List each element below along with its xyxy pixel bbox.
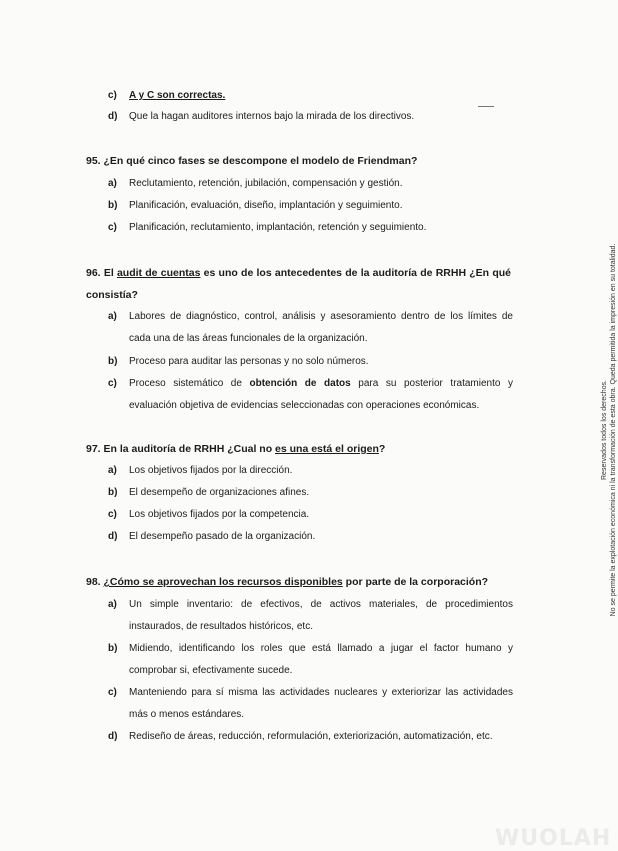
copyright-line-2: No se permite la explotación económica ni la transformación de esta obra. Queda permitida la impresión en su totalidad.	[610, 220, 618, 640]
option-letter: d)	[108, 526, 117, 548]
option-text: Los objetivos fijados por la competencia.	[129, 504, 513, 526]
option-text: Reclutamiento, retención, jubilación, compensación y gestión.	[129, 173, 513, 195]
q96-option-c	[108, 373, 513, 417]
q97-option-a	[108, 460, 513, 482]
q98-option-a	[108, 594, 513, 638]
option-text: A y C son correctas.	[129, 85, 513, 107]
q97-option-b	[108, 482, 513, 504]
option-letter: c)	[108, 85, 117, 107]
q98-option-d	[108, 726, 513, 748]
q96-option-b	[108, 351, 513, 373]
watermark-logo: WUOLAH	[495, 826, 611, 851]
option-text: Labores de diagnóstico, control, análisis y asesoramiento dentro de los límites de cada una de las áreas funcionales de la organización.	[129, 306, 513, 350]
q96-option-a	[108, 306, 513, 350]
option-text: Planificación, reclutamiento, implantación, retención y seguimiento.	[129, 217, 513, 239]
option-text: Que la hagan auditores internos bajo la mirada de los directivos.	[129, 106, 513, 128]
option-text: El desempeño pasado de la organización.	[129, 526, 513, 548]
underlined-term: audit de cuentas	[117, 267, 200, 279]
option-letter: a)	[108, 460, 117, 482]
option-letter: d)	[108, 106, 117, 128]
bold-term: obtención de datos	[249, 378, 350, 389]
question-95-title: 95. ¿En qué cinco fases se descompone el modelo de Friendman?	[86, 150, 526, 172]
option-letter: b)	[108, 638, 117, 660]
option-letter: c)	[108, 682, 117, 704]
q94-option-d	[108, 106, 513, 128]
q94-option-c	[108, 85, 513, 107]
option-letter: b)	[108, 482, 117, 504]
option-text: Proceso para auditar las personas y no solo números.	[129, 351, 513, 373]
question-98-title: 98. ¿Cómo se aprovechan los recursos disponibles por parte de la corporación?	[86, 571, 526, 593]
question-96-title: 96. El audit de cuentas es uno de los antecedentes de la auditoría de RRHH ¿En qué consistía?	[86, 262, 511, 306]
copyright-line-1: Reservados todos los derechos.	[601, 220, 610, 640]
option-letter: c)	[108, 504, 117, 526]
q95-option-c	[108, 217, 513, 239]
underlined-term: ¿Cómo se aprovechan los recursos disponibles	[104, 576, 343, 588]
option-text: Planificación, evaluación, diseño, implantación y seguimiento.	[129, 195, 513, 217]
option-letter: d)	[108, 726, 117, 748]
underlined-term: es una está el origen	[275, 443, 379, 455]
q95-option-a	[108, 173, 513, 195]
q97-option-d	[108, 526, 513, 548]
option-text: Rediseño de áreas, reducción, reformulación, exteriorización, automatización, etc.	[129, 726, 513, 748]
option-letter: c)	[108, 373, 117, 395]
option-text: Proceso sistemático de obtención de datos para su posterior tratamiento y evaluación objetiva de evidencias seleccionadas con operaciones económicas.	[129, 373, 513, 417]
option-text: Midiendo, identificando los roles que está llamado a jugar el factor humano y comprobar si, efectivamente sucede.	[129, 638, 513, 682]
question-97-title: 97. En la auditoría de RRHH ¿Cual no es una está el origen?	[86, 438, 526, 460]
option-text: Un simple inventario: de efectivos, de activos materiales, de procedimientos instaurados, de resultados históricos, etc.	[129, 594, 513, 638]
option-letter: c)	[108, 217, 117, 239]
option-text: Los objetivos fijados por la dirección.	[129, 460, 513, 482]
q97-option-c	[108, 504, 513, 526]
option-letter: a)	[108, 594, 117, 616]
option-letter: b)	[108, 195, 117, 217]
copyright-note	[601, 220, 618, 640]
option-letter: a)	[108, 173, 117, 195]
option-text: Manteniendo para sí misma las actividades nucleares y exteriorizar las actividades más o menos estándares.	[129, 682, 513, 726]
option-letter: b)	[108, 351, 117, 373]
option-text: El desempeño de organizaciones afines.	[129, 482, 513, 504]
q98-option-c	[108, 682, 513, 726]
q98-option-b	[108, 638, 513, 682]
option-letter: a)	[108, 306, 117, 328]
q95-option-b	[108, 195, 513, 217]
